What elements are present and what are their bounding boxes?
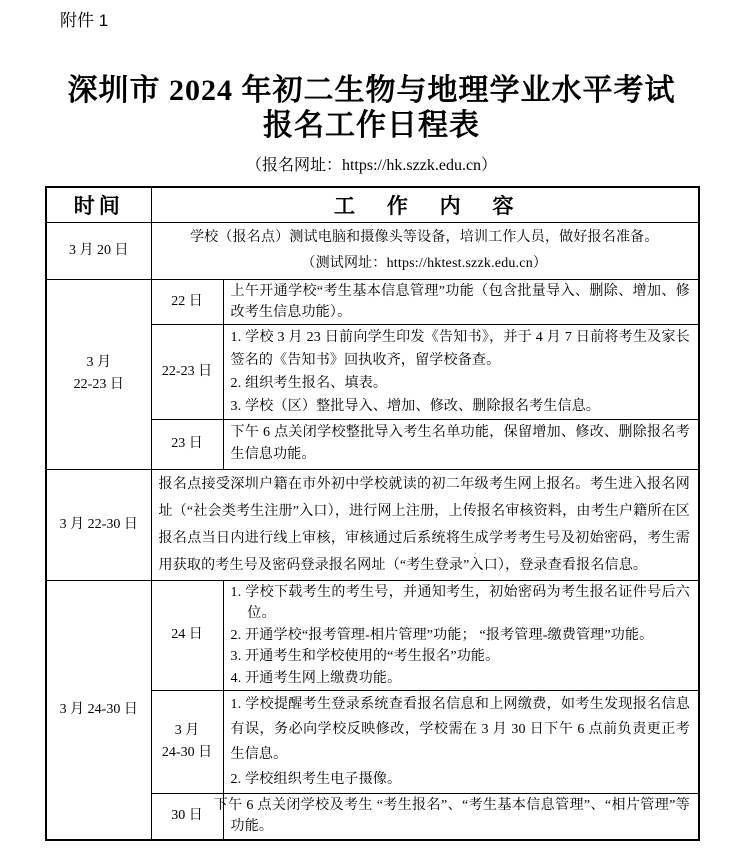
registration-url-note: （报名网址：https://hk.szzk.edu.cn） bbox=[245, 157, 498, 174]
content-cell-mar20 bbox=[151, 222, 699, 279]
page-title-line1: 深圳市 2024 年初二生物与地理学业水平考试 bbox=[67, 74, 676, 107]
row-mar22-30 bbox=[46, 469, 699, 580]
work-item: 4. 开通考生网上缴费功能。 bbox=[230, 670, 402, 686]
work-item: 2. 学校组织考生电子摄像。 bbox=[230, 772, 402, 787]
time-line: 22-23 日 bbox=[73, 377, 124, 392]
attachment-label: 附件 1 bbox=[60, 11, 109, 30]
date-line: 24-30 日 bbox=[161, 745, 213, 760]
work-item: 3. 学校（区）整批导入、增加、修改、删除报名考生信息。 bbox=[230, 398, 601, 414]
content-cell-22: 上午开通学校“考生基本信息管理”功能（包含批量导入、删除、增加、修改考生信息功能）。 bbox=[223, 279, 699, 324]
content-cell-30: 下午 6 点关闭学校及考生 “考生报名”、“考生基本信息管理”、“相片管理”等功能。 bbox=[223, 794, 699, 840]
page-title-line2: 报名工作日程表 bbox=[263, 109, 480, 142]
content-cell-mar24-30 bbox=[223, 691, 699, 794]
row-mar24 bbox=[46, 580, 699, 691]
page-title bbox=[45, 73, 698, 143]
date-cell-22-23: 22-23 日 bbox=[151, 324, 223, 419]
table-header-row bbox=[46, 187, 699, 222]
work-item: 2. 开通学校“报考管理-相片管理”功能； “报考管理-缴费管理”功能。 bbox=[230, 627, 654, 643]
schedule-table bbox=[45, 186, 700, 841]
work-item: 1. 学校 3 月 23 日前向学生印发《告知书》，并于 4 月 7 日前将考生及家长签名的《告知书》回执收齐，留学校备查。 bbox=[230, 329, 691, 368]
header-work-content: 工 作 内 容 bbox=[151, 187, 699, 222]
row-mar22 bbox=[46, 279, 699, 324]
date-line: 3 月 bbox=[174, 723, 200, 738]
time-cell-mar24-30: 3 月 24-30 日 bbox=[46, 580, 151, 840]
test-url-line: （测试网址：https://hktest.szzk.edu.cn） bbox=[301, 255, 548, 271]
content-line: 学校（报名点）测试电脑和摄像头等设备，培训工作人员，做好报名准备。 bbox=[189, 229, 659, 245]
content-cell-22-23 bbox=[223, 324, 699, 419]
time-cell-mar22-30: 3 月 22-30 日 bbox=[46, 469, 151, 580]
content-cell-mar22-30: 报名点接受深圳户籍在市外初中学校就读的初二年级考生网上报名。考生进入报名网址（“社会类考生注册”入口），进行网上注册，上传报名审核资料，由考生户籍所在区报名点当日内进行线上审核，审核通过后系统将生成学考考生号及初始密码，考生需用获取的考生号及密码登录报名网址（“考生登录”入口），登录查看报名信息。 bbox=[151, 469, 699, 580]
work-item: 2. 组织考生报名、填表。 bbox=[230, 375, 388, 391]
date-cell-30: 30 日 bbox=[151, 794, 223, 840]
row-mar20 bbox=[46, 222, 699, 279]
time-cell-mar20: 3 月 20 日 bbox=[46, 222, 151, 279]
date-cell-mar24-30 bbox=[151, 691, 223, 794]
work-item: 1. 学校提醒考生登录系统查看报名信息和上网缴费，如考生发现报名信息有误，务必向学校反映修改，学校需在 3 月 30 日下午 6 点前负责更正考生信息。 bbox=[230, 697, 691, 762]
date-cell-24: 24 日 bbox=[151, 580, 223, 691]
date-cell-23: 23 日 bbox=[151, 419, 223, 469]
header-time: 时间 bbox=[46, 187, 151, 222]
work-item: 1. 学校下载考生的考生号，并通知考生，初始密码为考生报名证件号后六位。 bbox=[230, 584, 691, 621]
content-cell-24 bbox=[223, 580, 699, 691]
time-cell-mar22-23 bbox=[46, 279, 151, 469]
time-line: 3 月 bbox=[86, 355, 111, 370]
date-cell-22: 22 日 bbox=[151, 279, 223, 324]
work-item: 3. 开通考生和学校使用的“考生报名”功能。 bbox=[230, 649, 500, 664]
content-cell-23: 下午 6 点关闭学校整批导入考生名单功能，保留增加、修改、删除报名考生信息功能。 bbox=[223, 419, 699, 469]
